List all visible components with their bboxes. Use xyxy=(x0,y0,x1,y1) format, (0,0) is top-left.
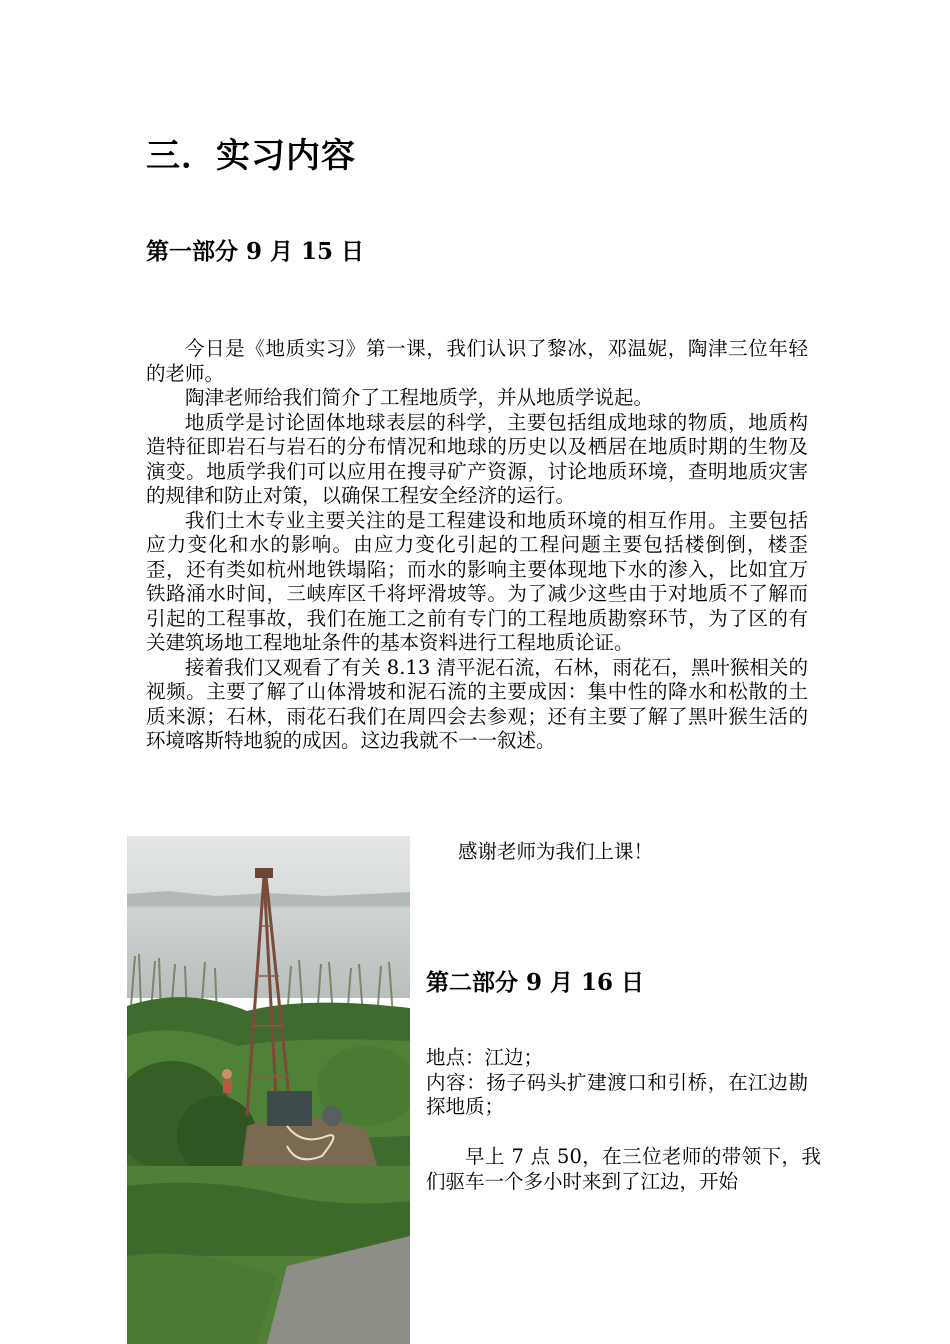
content-line: 内容：扬子码头扩建渡口和引桥，在江边勘探地质； xyxy=(426,1070,808,1118)
drilling-rig-photo xyxy=(127,836,410,1344)
thanks-line: 感谢老师为我们上课！ xyxy=(458,840,654,863)
section1-body xyxy=(146,337,808,754)
paragraph: 今日是《地质实习》第一课，我们认识了黎冰，邓温妮，陶津三位年轻的老师。 xyxy=(146,337,808,385)
location-line: 地点：江边； xyxy=(426,1046,544,1069)
section1-title: 第一部分 9 月 15 日 xyxy=(146,238,365,265)
paragraph: 早上 7 点 50，在三位老师的带领下，我们驱车一个多小时来到了江边，开始 xyxy=(426,1145,821,1193)
section-heading: 三．实习内容 xyxy=(146,136,356,176)
section2-body xyxy=(426,1145,821,1194)
paragraph: 地质学是讨论固体地球表层的科学，主要包括组成地球的物质，地质构造特征即岩石与岩石的分布情况和地球的历史以及栖居在地质时期的生物及演变。地质学我们可以应用在搜寻矿产资源，讨论地质环境，查明地质灾害的规律和防止对策，以确保工程安全经济的运行。 xyxy=(146,410,808,507)
paragraph: 接着我们又观看了有关 8.13 清平泥石流，石林，雨花石，黑叶猴相关的视频。主要了解了山体滑坡和泥石流的主要成因：集中性的降水和松散的土质来源；石林，雨花石我们在周四会去参观；还有主要了解了黑叶猴生活的环境喀斯特地貌的成因。这边我就不一一叙述。 xyxy=(146,655,808,752)
section2-title: 第二部分 9 月 16 日 xyxy=(426,969,645,996)
section2-info xyxy=(426,1046,808,1120)
paragraph: 陶津老师给我们简介了工程地质学，并从地质学说起。 xyxy=(185,386,654,409)
paragraph: 我们土木专业主要关注的是工程建设和地质环境的相互作用。主要包括应力变化和水的影响。由应力变化引起的工程问题主要包括楼倒倒，楼歪歪，还有类如杭州地铁塌陷；而水的影响主要体现地下水的渗入，比如宜万铁路涌水时间，三峡库区千将坪滑坡等。为了减少这些由于对地质不了解而引起的工程事故，我们在施工之前有专门的工程地质勘察环节，为了区的有关建筑场地工程地址条件的基本资料进行工程地质论证。 xyxy=(146,508,808,654)
